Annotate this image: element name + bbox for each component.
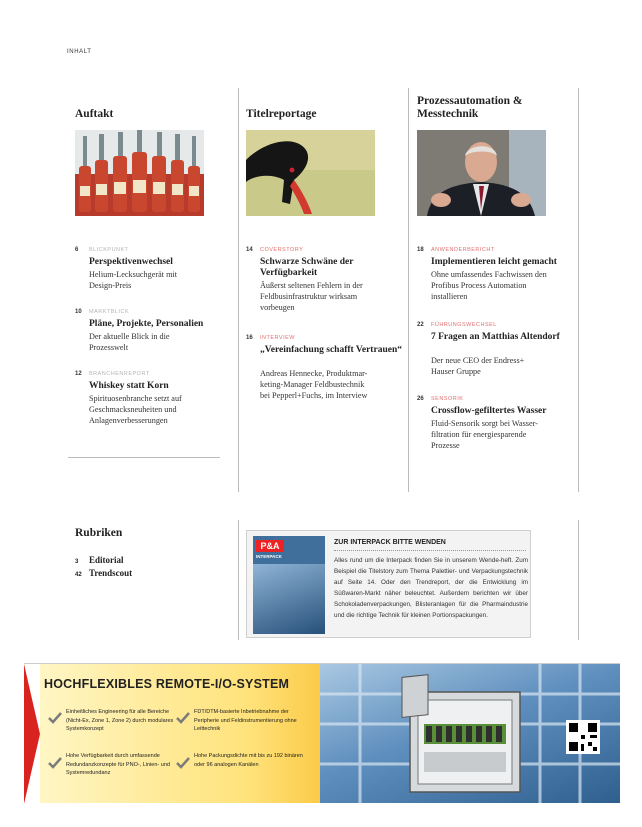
- magazine-subtitle: INTERPACK: [256, 554, 282, 559]
- entry-category: ANWENDERBERICHT: [431, 247, 495, 253]
- entry-category: FÜHRUNGSWECHSEL: [431, 322, 497, 328]
- entry-description: Ohne umfassendes Fachwissen den Profibus Process Automation installieren: [431, 270, 547, 301]
- entry-category: BLICKPUNKT: [89, 247, 129, 253]
- rubrik-label: Editorial: [89, 555, 124, 565]
- toc-entry[interactable]: [417, 247, 567, 311]
- section-title-prozessautomation: Prozessautomation & Messtechnik: [417, 95, 523, 120]
- entry-headline: „Vereinfachung schafft Vertrauen“: [260, 345, 402, 355]
- bottles-photo: [75, 130, 204, 216]
- entry-description: Fluid-Sensorik sorgt bei Wasser- filtration für energiesparende Prozesse: [431, 419, 538, 450]
- toc-entry[interactable]: [417, 396, 567, 460]
- ad-industrial-photo: [320, 664, 620, 803]
- rubrik-label: Trendscout: [89, 568, 133, 578]
- entry-category: SENSORIK: [431, 396, 464, 402]
- entry-description: Der neue CEO der Endress+ Hauser Gruppe: [431, 356, 525, 376]
- black-swan-photo: [246, 130, 375, 216]
- interpack-title: ZUR INTERPACK BITTE WENDEN: [334, 539, 446, 546]
- remote-io-cabinet-icon: [402, 675, 520, 792]
- entry-description: Spirituosenbranche setzt auf Geschmacksneuheiten und Anlagenverbesserungen: [89, 394, 182, 425]
- magazine-cover-image: [253, 564, 325, 634]
- entry-headline: Whiskey statt Korn: [89, 381, 169, 391]
- toc-entry[interactable]: [75, 247, 225, 297]
- entry-category: BRANCHENREPORT: [89, 371, 150, 377]
- column-divider: [408, 88, 409, 492]
- entry-headline: Perspektivenwechsel: [89, 257, 173, 267]
- page-number: 10: [75, 309, 82, 315]
- column-divider: [238, 520, 239, 640]
- ad-feature: Hohe Verfügbarkeit durch umfassende Redundanzkonzepte für PNO-, Linien- und Systemredundanz: [66, 753, 170, 777]
- interpack-body: Alles rund um die Interpack finden Sie in unserem Wende-heft. Zum Beispiel die Titelstory zum Thema Palettier- und Verpackungstechnik auf Seite 14. Oder den Trendreport, der die Entwicklung im Süßwaren-Markt näher beleuchtet. Außerdem berichten wir über Schokoladenverpackungen, Blisteranlagen für die Pharmaindustrie und die richtige Technik für kleinen Portionspackungen.: [334, 557, 528, 620]
- qr-code-icon: [566, 720, 600, 754]
- toc-entry[interactable]: [75, 371, 225, 431]
- entry-description: Der aktuelle Blick in die Prozesswelt: [89, 332, 170, 352]
- page-number: 3: [75, 559, 79, 565]
- checkmark-icon: [48, 756, 62, 770]
- column-divider: [578, 520, 579, 640]
- section-rule: [68, 457, 220, 458]
- entry-headline: 7 Fragen an Matthias Altendorf: [431, 332, 560, 342]
- dotted-rule: [334, 550, 526, 551]
- entry-description: Helium-Lecksuchgerät mit Design-Preis: [89, 270, 177, 290]
- rubrik-item[interactable]: [75, 568, 132, 578]
- interpack-teaser[interactable]: [246, 530, 531, 638]
- page-number: 16: [246, 335, 253, 341]
- page-number: 14: [246, 247, 253, 253]
- ad-headline: HOCHFLEXIBLES REMOTE-I/O-SYSTEM: [44, 677, 290, 691]
- ad-feature: Einheitliches Engineering für alle Bereiche (Nicht-Ex, Zone 1, Zone 2) durch modulares Systemkonzept: [66, 709, 174, 733]
- rubrik-item[interactable]: [75, 555, 124, 565]
- entry-headline: Schwarze Schwäne der Verfügbarkeit: [260, 257, 354, 278]
- section-title-titelreportage: Titelreportage: [246, 108, 317, 120]
- section-title-auftakt: Auftakt: [75, 108, 114, 120]
- column-divider: [578, 88, 579, 492]
- entry-description: Äußerst seltenen Fehlern in der Feldbusinfrastruktur wirksam vorbeugen: [260, 281, 363, 312]
- entry-description: Andreas Hennecke, Produktmar- keting-Manager Feldbustechnik bei Pepperl+Fuchs, im Interview: [260, 369, 368, 400]
- toc-entry[interactable]: [246, 247, 396, 319]
- entry-category: MARKTBLICK: [89, 309, 130, 315]
- checkmark-icon: [48, 711, 62, 725]
- ad-feature: FDT/DTM-basierte Inbetriebnahme der Peripherie und Feldinstrumentierung ohne Leittechnik: [194, 709, 297, 733]
- entry-headline: Crossflow-gefiltertes Wasser: [431, 406, 547, 416]
- entry-headline: Pläne, Projekte, Personalien: [89, 319, 204, 329]
- magazine-cover-thumbnail: [253, 536, 325, 634]
- page-kicker: INHALT: [67, 49, 92, 55]
- toc-entry[interactable]: [246, 335, 402, 411]
- page-number: 18: [417, 247, 424, 253]
- section-title-rubriken: Rubriken: [75, 527, 123, 539]
- toc-entry[interactable]: [75, 309, 225, 359]
- page-number: 42: [75, 572, 82, 578]
- businessman-photo: [417, 130, 546, 216]
- page-number: 6: [75, 247, 79, 253]
- ad-red-accent: [24, 664, 40, 803]
- advertisement-banner[interactable]: [24, 663, 620, 803]
- magazine-logo: P&A: [256, 540, 284, 552]
- page-number: 26: [417, 396, 424, 402]
- toc-entry[interactable]: [417, 322, 567, 382]
- entry-headline: Implementieren leicht gemacht: [431, 257, 557, 267]
- entry-category: COVERSTORY: [260, 247, 304, 253]
- page-number: 12: [75, 371, 82, 377]
- checkmark-icon: [176, 711, 190, 725]
- column-divider: [238, 88, 239, 492]
- page-number: 22: [417, 322, 424, 328]
- ad-feature: Hohe Packungsdichte mit bis zu 192 binären oder 96 analogen Kanälen: [194, 753, 303, 768]
- entry-category: INTERVIEW: [260, 335, 295, 341]
- checkmark-icon: [176, 756, 190, 770]
